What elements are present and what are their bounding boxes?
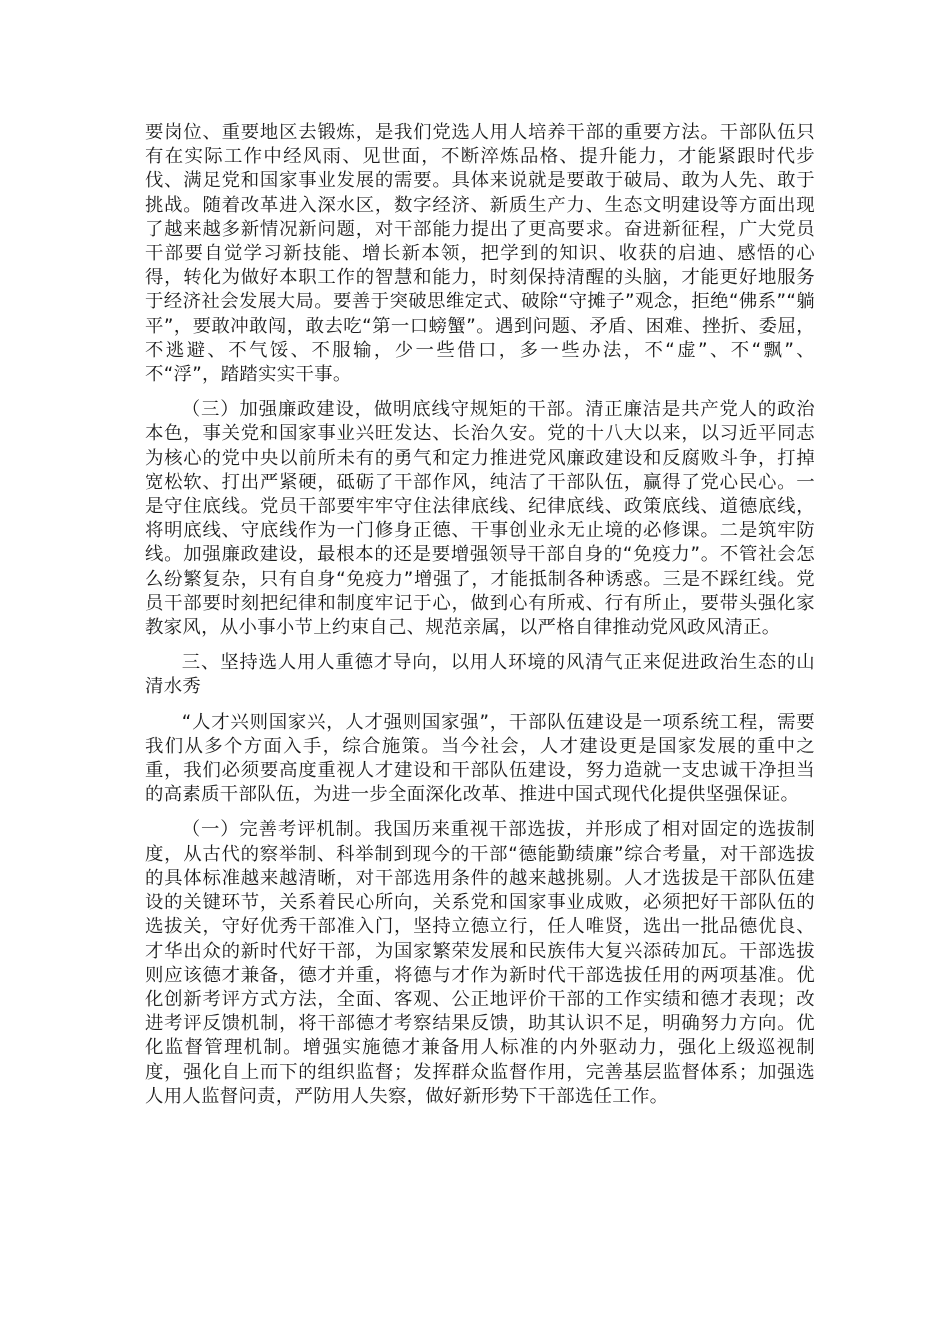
paragraph-talent-intro: “人才兴则国家兴，人才强则国家强”，干部队伍建设是一项系统工程，需要我们从多个方面入手，综合施策。当今社会，人才建设更是国家发展的重中之重，我们必须要高度重视人才建设和干部队伍建设，努力造就一支忠诚干净担当的高素质干部队伍，为进一步全面深化改革、推进中国式现代化提供坚强保证。 bbox=[145, 711, 815, 806]
paragraph-integrity-section: （三）加强廉政建设，做明底线守规矩的干部。清正廉洁是共产党人的政治本色，事关党和国家事业兴旺发达、长治久安。党的十八大以来，以习近平同志为核心的党中央以前所未有的勇气和定力推进党风廉政建设和反腐败斗争，打掉宽松软、打出严紧硬，砥砺了干部作风，纯洁了干部队伍，赢得了党心民心。一是守住底线。党员干部要牢牢守住法律底线、纪律底线、政策底线、道德底线，将明底线、守底线作为一门修身正德、干事创业永无止境的必修课。二是筑牢防线。加强廉政建设，最根本的还是要增强领导干部自身的“免疫力”。不管社会怎么纷繁复杂，只有自身“免疫力”增强了，才能抵制各种诱惑。三是不踩红线。党员干部要时刻把纪律和制度牢记于心，做到心有所戒、行有所止，要带头强化家教家风，从小事小节上约束自己、规范亲属，以严格自律推动党风政风清正。 bbox=[145, 399, 815, 639]
paragraph-continuation: 要岗位、重要地区去锻炼，是我们党选人用人培养干部的重要方法。干部队伍只有在实际工作中经风雨、见世面，不断淬炼品格、提升能力，才能紧跟时代步伐、满足党和国家事业发展的需要。具体来说就是要敢于破局、敢为人先、敢于挑战。随着改革进入深水区，数字经济、新质生产力、生态文明建设等方面出现了越来越多新情况新问题，对干部能力提出了更高要求。奋进新征程，广大党员干部要自觉学习新技能、增长新本领，把学到的知识、收获的启迪、感悟的心得，转化为做好本职工作的智慧和能力，时刻保持清醒的头脑，才能更好地服务于经济社会发展大局。要善于突破思维定式、破除“守摊子”观念，拒绝“佛系”“躺平”，要敢冲敢闯，敢去吃“第一口螃蟹”。遇到问题、矛盾、困难、挫折、委屈，不逃避、不气馁、不服输，少一些借口，多一些办法，不“虚”、不“飘”、不“浮”，踏踏实实干事。 bbox=[145, 122, 815, 386]
document-body bbox=[145, 121, 815, 1120]
paragraph-evaluation-mechanism: （一）完善考评机制。我国历来重视干部选拔，并形成了相对固定的选拔制度，从古代的察举制、科举制到现今的干部“德能勤绩廉”综合考量，对干部选拔的具体标准越来越清晰，对干部选用条件的越来越挑剔。人才选拔是干部队伍建设的关键环节，关系着民心所向，关系党和国家事业成败，必须把好干部队伍的选拔关，守好优秀干部准入门，坚持立德立行，任人唯贤，选出一批品德优良、才华出众的新时代好干部，为国家繁荣发展和民族伟大复兴添砖加瓦。干部选拔则应该德才兼备，德才并重，将德与才作为新时代干部选拔任用的两项基准。优化创新考评方式方法，全面、客观、公正地评价干部的工作实绩和德才表现；改进考评反馈机制，将干部德才考察结果反馈，助其认识不足，明确努力方向。优化监督管理机制。增强实施德才兼备用人标准的内外驱动力，强化上级巡视制度，强化自上而下的组织监督；发挥群众监督作用，完善基层监督体系；加强选人用人监督问责，严防用人失察，做好新形势下干部选任工作。 bbox=[145, 819, 815, 1107]
section-heading-3: 三、坚持选人用人重德才导向，以用人环境的风清气正来促进政治生态的山清水秀 bbox=[145, 652, 815, 698]
